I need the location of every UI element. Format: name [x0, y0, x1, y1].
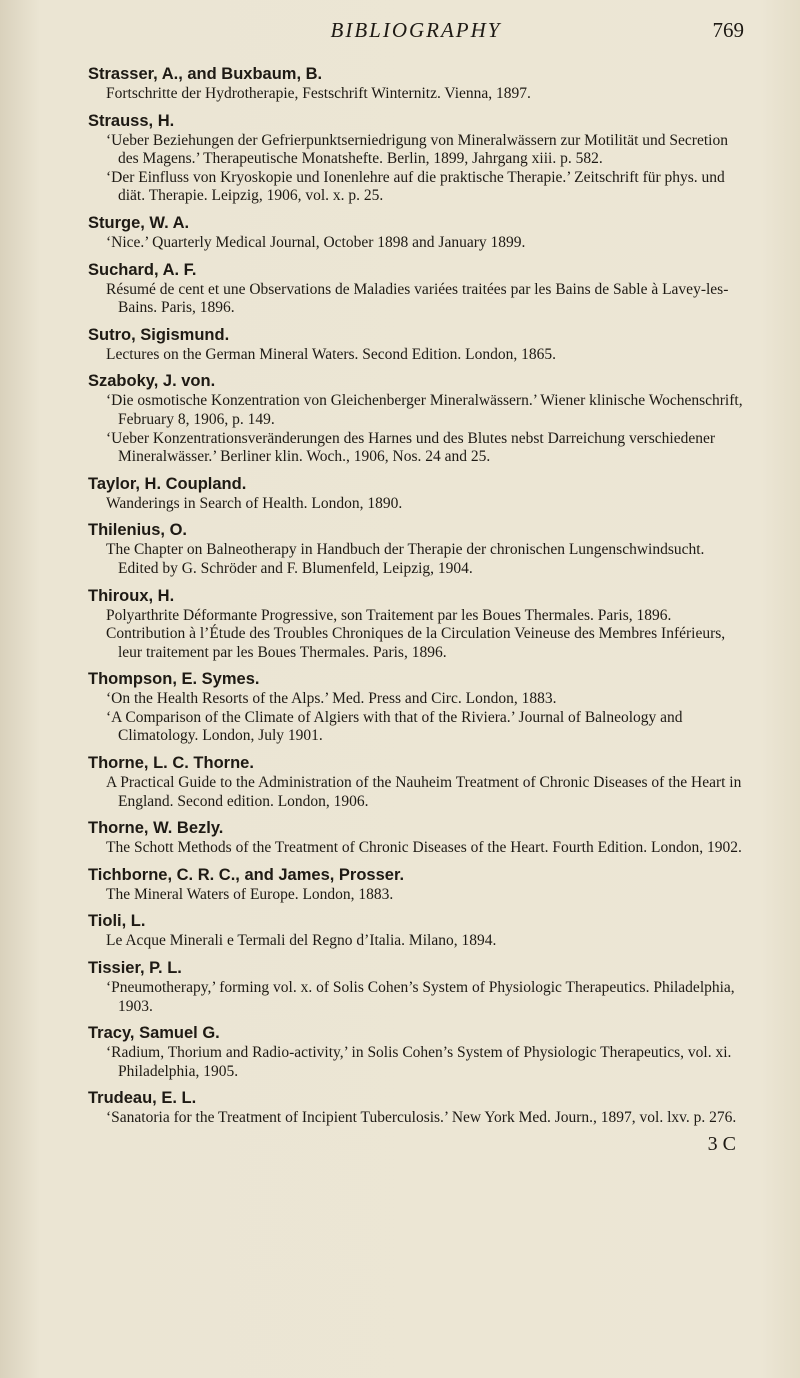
- entry-author: Thiroux, H.: [88, 586, 175, 605]
- entry-reference: The Schott Methods of the Treatment of Chronic Diseases of the Heart. Fourth Edition. London, 1902.: [106, 839, 742, 857]
- entry-author: Thompson, E. Symes.: [88, 670, 260, 689]
- entry-reference: ‘Der Einfluss von Kryoskopie und Ionenlehre auf die praktische Therapie.’ Zeitschrift für phys. und diät. Therapie. Leipzig, 1906, vol. x. p. 25.: [106, 168, 725, 205]
- entry-reference: ‘Die osmotische Konzentration von Gleichenberger Mineralwässern.’ Wiener klinische Wochenschrift, February 8, 1906, p. 149.: [106, 392, 743, 428]
- entry-author: Trudeau, E. L.: [88, 1089, 197, 1108]
- bibliography-entry: [88, 213, 744, 253]
- entry-reference: ‘On the Health Resorts of the Alps.’ Med. Press and Circ. London, 1883.: [106, 690, 557, 708]
- entry-reference: Résumé de cent et une Observations de Maladies variées traitées par les Bains de Sable à Lavey-les-Bains. Paris, 1896.: [106, 280, 729, 317]
- entry-author: Thilenius, O.: [88, 521, 188, 540]
- bibliography-entry: [88, 520, 744, 578]
- page-header: [88, 14, 744, 64]
- bibliography-list: [88, 64, 744, 1128]
- entry-author: Suchard, A. F.: [88, 260, 197, 279]
- entry-author: Szaboky, J. von.: [88, 372, 216, 391]
- entry-author: Thorne, W. Bezly.: [88, 819, 224, 838]
- bibliography-entry: [88, 865, 744, 905]
- bibliography-entry: [88, 474, 744, 514]
- entry-reference: ‘Pneumotherapy,’ forming vol. x. of Solis Cohen’s System of Physiologic Therapeutics. Philadelphia, 1903.: [106, 979, 735, 1015]
- entry-author: Strauss, H.: [88, 111, 175, 130]
- bibliography-entry: [88, 64, 744, 104]
- bibliography-entry: [88, 753, 744, 811]
- page-number: 769: [712, 18, 744, 42]
- entry-reference: ‘A Comparison of the Climate of Algiers with that of the Riviera.’ Journal of Balneology and Climatology. London, July 1901.: [106, 708, 683, 745]
- bibliography-entry: [88, 1088, 744, 1128]
- bibliography-entry: [88, 958, 744, 1016]
- running-title: BIBLIOGRAPHY: [330, 18, 502, 42]
- bibliography-entry: [88, 1023, 744, 1081]
- bibliography-entry: [88, 111, 744, 206]
- entry-reference: ‘Radium, Thorium and Radio-activity,’ in Solis Cohen’s System of Physiologic Therapeutics, vol. xi. Philadelphia, 1905.: [106, 1044, 732, 1080]
- bibliography-entry: [88, 669, 744, 746]
- entry-reference: Polyarthrite Déformante Progressive, son Traitement par les Boues Thermales. Paris, 1896.: [106, 606, 672, 624]
- entry-reference: ‘Ueber Konzentrationsveränderungen des Harnes und des Blutes nebst Darreichung verschiedener Mineralwässer.’ Berliner klin. Woch., 1906, Nos. 24 and 25.: [106, 429, 716, 466]
- bibliography-entry: [88, 371, 744, 466]
- bibliography-entry: [88, 325, 744, 365]
- entry-reference: Contribution à l’Étude des Troubles Chroniques de la Circulation Veineuse des Membres Inférieurs, leur traitement par les Boues Thermales. Paris, 1896.: [106, 625, 726, 661]
- entry-reference: ‘Nice.’ Quarterly Medical Journal, October 1898 and January 1899.: [106, 233, 526, 251]
- entry-reference: The Chapter on Balneotherapy in Handbuch der Therapie der chronischen Lungenschwindsucht. Edited by G. Schröder and F. Blumenfeld, Leipzig, 1904.: [106, 541, 705, 577]
- entry-reference: Fortschritte der Hydrotherapie, Festschrift Winternitz. Vienna, 1897.: [106, 85, 531, 102]
- entry-reference: A Practical Guide to the Administration of the Nauheim Treatment of Chronic Diseases of the Heart in England. Second edition. London, 1906.: [106, 774, 742, 810]
- entry-author: Tichborne, C. R. C., and James, Prosser.: [88, 865, 405, 884]
- entry-author: Strasser, A., and Buxbaum, B.: [88, 65, 323, 83]
- entry-author: Tioli, L.: [88, 912, 146, 931]
- entry-reference: The Mineral Waters of Europe. London, 1883.: [106, 885, 394, 903]
- entry-author: Sturge, W. A.: [88, 213, 190, 232]
- bibliography-entry: [88, 260, 744, 318]
- bibliography-entry: [88, 911, 744, 951]
- entry-reference: ‘Sanatoria for the Treatment of Incipient Tuberculosis.’ New York Med. Journ., 1897, vol. lxv. p. 276.: [106, 1109, 737, 1127]
- entry-reference: Wanderings in Search of Health. London, 1890.: [106, 494, 403, 512]
- bibliography-entry: [88, 586, 744, 663]
- entry-author: Sutro, Sigismund.: [88, 325, 230, 344]
- signature-mark: 3 C: [707, 1133, 736, 1155]
- entry-reference: Le Acque Minerali e Termali del Regno d’Italia. Milano, 1894.: [106, 932, 497, 950]
- entry-author: Taylor, H. Coupland.: [88, 474, 247, 493]
- entry-reference: Lectures on the German Mineral Waters. Second Edition. London, 1865.: [106, 345, 557, 363]
- entry-author: Thorne, L. C. Thorne.: [88, 754, 254, 773]
- entry-author: Tissier, P. L.: [88, 959, 182, 978]
- entry-reference: ‘Ueber Beziehungen der Gefrierpunktserniedrigung von Mineralwässern zur Motilität und Secretion des Magens.’ Therapeutische Monatshefte. Berlin, 1899, Jahrgang xiii. p. 582.: [106, 131, 728, 168]
- bibliography-entry: [88, 818, 744, 858]
- entry-author: Tracy, Samuel G.: [88, 1024, 220, 1043]
